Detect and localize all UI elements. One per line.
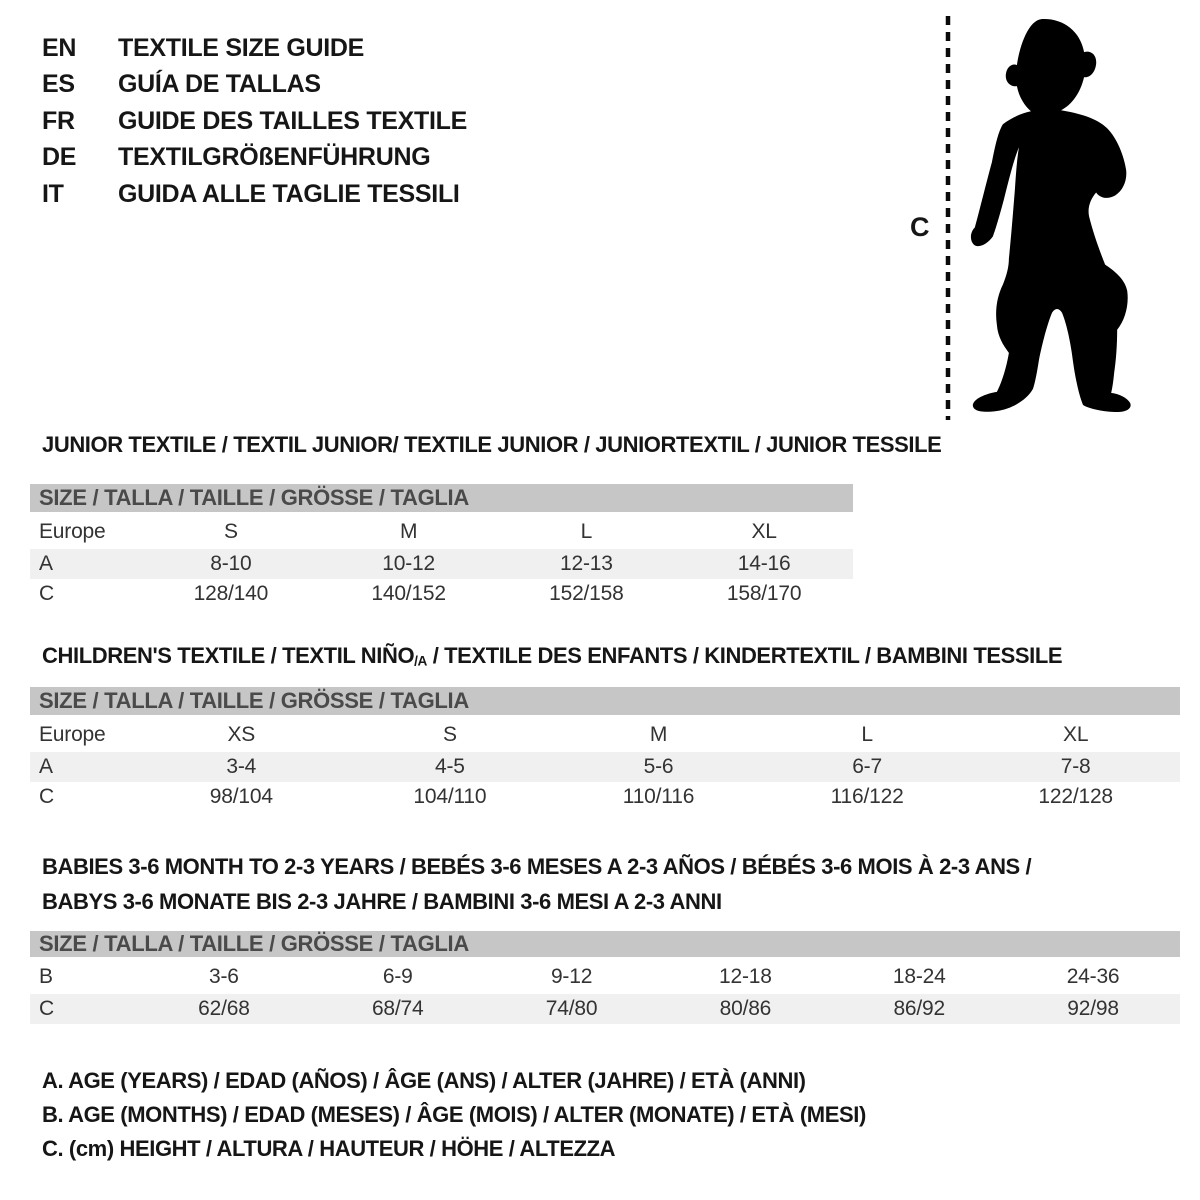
height-cell: 74/80	[545, 997, 598, 1020]
age-cell: 14-16	[737, 552, 791, 575]
children-title-post: / TEXTILE DES ENFANTS / KINDERTEXTIL / BAMBINI TESSILE	[427, 643, 1063, 668]
height-cell: 140/152	[371, 582, 446, 605]
legend-line-height-cm: C. (cm) HEIGHT / ALTURA / HAUTEUR / HÖHE / ALTEZZA	[42, 1136, 616, 1161]
age-cell: 4-5	[435, 755, 465, 778]
age-cell: 12-13	[560, 552, 613, 575]
age-cell: 12-18	[719, 965, 772, 988]
language-code: EN	[42, 33, 77, 62]
height-cell: 110/116	[622, 785, 695, 808]
size-header-bar: SIZE / TALLA / TAILLE / GRÖSSE / TAGLIA	[30, 687, 1180, 715]
age-cell: 3-4	[226, 755, 257, 778]
babies-title-line1: BABIES 3-6 MONTH TO 2-3 YEARS / BEBÉS 3-6 MESES A 2-3 AÑOS / BÉBÉS 3-6 MOIS À 2-3 ANS /	[42, 854, 1032, 879]
height-measure-label: C	[910, 212, 930, 242]
size-cell: XL	[751, 520, 777, 543]
babies-size-table	[30, 931, 1180, 1024]
size-cell: M	[399, 520, 418, 543]
age-cell: 5-6	[643, 755, 674, 778]
height-cell: 104/110	[413, 785, 487, 808]
language-code: ES	[42, 70, 75, 99]
babies-title-line2: BABYS 3-6 MONATE BIS 2-3 JAHRE / BAMBINI 3-6 MESI A 2-3 ANNI	[42, 889, 722, 914]
legend-line-age-years: A. AGE (YEARS) / EDAD (AÑOS) / ÂGE (ANS) / ALTER (JAHRE) / ETÀ (ANNI)	[42, 1068, 806, 1093]
height-cell: 92/98	[1067, 997, 1119, 1020]
language-row-fr	[42, 103, 467, 140]
table-row-height	[30, 782, 1180, 812]
age-cell: 3-6	[209, 965, 239, 988]
language-title: TEXTILGRÖßENFÜHRUNG	[118, 143, 431, 172]
junior-size-table	[30, 484, 853, 609]
language-title: GUIDA ALLE TAGLIE TESSILI	[118, 179, 460, 208]
height-cell: 158/170	[726, 582, 802, 605]
language-row-de	[42, 140, 467, 177]
height-cell: 98/104	[209, 785, 273, 808]
table-row-age	[30, 752, 1180, 782]
language-code: IT	[42, 179, 64, 208]
age-cell: 9-12	[550, 965, 593, 988]
language-code: FR	[42, 106, 75, 135]
language-code: DE	[42, 143, 77, 172]
height-cell: 62/68	[198, 997, 250, 1020]
height-cell: 80/86	[719, 997, 772, 1020]
language-title: TEXTILE SIZE GUIDE	[118, 33, 365, 62]
language-title: GUÍA DE TALLAS	[118, 70, 321, 99]
language-row-it	[42, 176, 467, 213]
height-cell: 116/122	[830, 785, 904, 808]
row-label: C	[39, 997, 54, 1020]
table-row-height	[30, 579, 853, 609]
age-cell: 6-9	[382, 965, 413, 988]
size-cell: M	[649, 723, 668, 746]
children-section-title	[42, 643, 1062, 669]
row-label: C	[39, 582, 54, 605]
age-cell: 18-24	[892, 965, 946, 988]
toddler-silhouette-icon	[966, 14, 1138, 420]
junior-section-title: JUNIOR TEXTILE / TEXTIL JUNIOR/ TEXTILE JUNIOR / JUNIORTEXTIL / JUNIOR TESSILE	[42, 432, 942, 457]
table-row-europe	[30, 512, 853, 549]
table-row-europe	[30, 715, 1180, 752]
height-measure-dashed-line-icon	[944, 16, 952, 420]
height-cell: 68/74	[371, 997, 424, 1020]
language-row-en	[42, 30, 467, 67]
age-cell: 10-12	[382, 552, 435, 575]
row-label: A	[39, 552, 53, 575]
row-label: B	[39, 965, 53, 988]
measurement-legend	[42, 1068, 866, 1170]
table-row-height	[30, 994, 1180, 1024]
row-label: Europe	[39, 520, 106, 543]
size-cell: L	[861, 723, 873, 746]
height-cell: 152/158	[549, 582, 624, 605]
age-cell: 24-36	[1066, 965, 1120, 988]
height-cell: 122/128	[1038, 785, 1113, 808]
babies-section-title	[42, 849, 1031, 919]
legend-line-age-months: B. AGE (MONTHS) / EDAD (MESES) / ÂGE (MOIS) / ALTER (MONATE) / ETÀ (MESI)	[42, 1102, 866, 1127]
size-cell: XL	[1063, 723, 1089, 746]
height-cell: 86/92	[893, 997, 945, 1020]
language-row-es	[42, 67, 467, 104]
size-cell: XS	[227, 723, 256, 746]
row-label: A	[39, 755, 53, 778]
row-label: C	[39, 785, 54, 808]
size-header-bar: SIZE / TALLA / TAILLE / GRÖSSE / TAGLIA	[30, 484, 853, 512]
size-cell: L	[580, 520, 593, 543]
row-label: Europe	[39, 723, 106, 746]
height-cell: 128/140	[193, 582, 269, 605]
language-list	[42, 30, 467, 213]
children-title-pre: CHILDREN'S TEXTILE / TEXTIL NIÑO	[42, 643, 415, 668]
table-row-age-months	[30, 957, 1180, 994]
children-title-sub: /A	[414, 653, 427, 669]
size-cell: S	[442, 723, 457, 746]
language-title: GUIDE DES TAILLES TEXTILE	[118, 106, 468, 135]
size-cell: S	[223, 520, 238, 543]
table-row-age	[30, 549, 853, 579]
age-cell: 8-10	[210, 552, 252, 575]
age-cell: 7-8	[1060, 755, 1091, 778]
age-cell: 6-7	[852, 755, 882, 778]
children-size-table	[30, 687, 1180, 812]
size-header-bar: SIZE / TALLA / TAILLE / GRÖSSE / TAGLIA	[30, 931, 1180, 957]
